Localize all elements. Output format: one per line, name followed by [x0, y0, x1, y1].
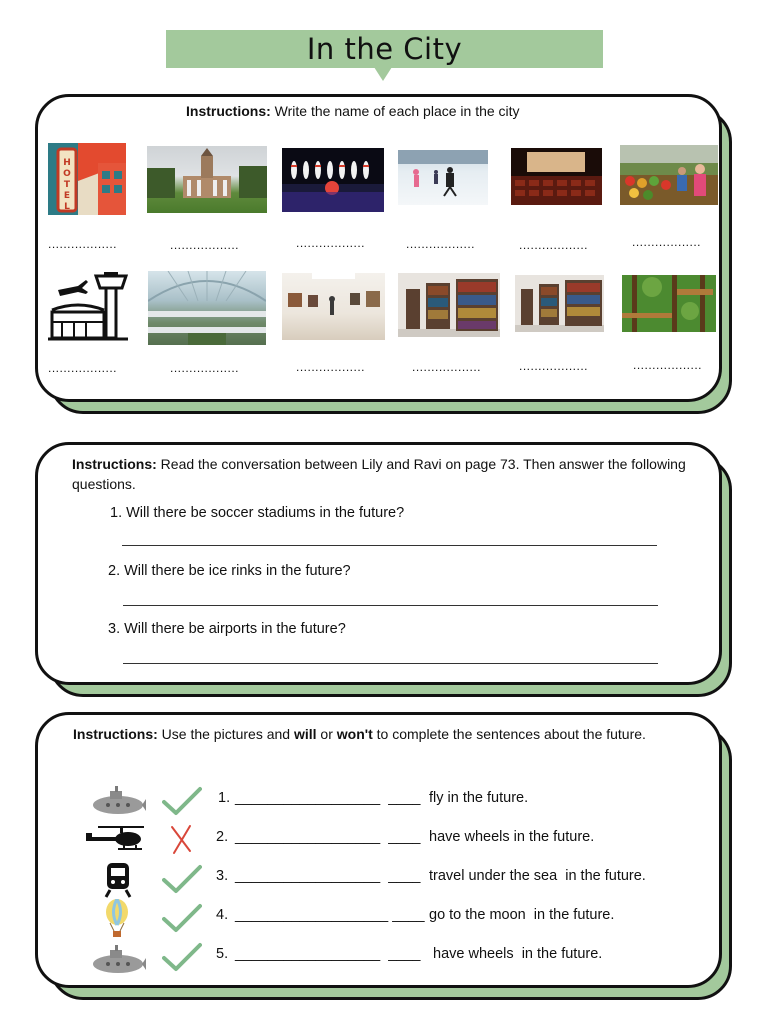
instructions-sentences [73, 724, 693, 744]
sentence-ending: have wheels in the future. [429, 829, 595, 845]
helicopter-icon [84, 821, 152, 855]
sentence-ending: go to the moon in the future. [429, 907, 615, 923]
sentence-row-2 [0, 819, 768, 859]
sentence-blanks[interactable]: __________________ ____ [235, 868, 421, 884]
keyword-wont: won't [336, 726, 373, 742]
instructions-text: to complete the sentences about the future. [372, 726, 646, 742]
answer-line-1[interactable] [122, 545, 657, 546]
bowling-alley-photo [282, 148, 384, 212]
instructions-text: Write the name of each place in the city [270, 103, 520, 119]
shopping-mall-photo [148, 271, 266, 345]
svg-text:H: H [63, 158, 71, 168]
sentence-ending: have wheels in the future. [429, 946, 603, 962]
ice-rink-photo [398, 150, 488, 205]
answer-line-2[interactable] [123, 605, 658, 606]
answer-dots: .................. [406, 237, 476, 251]
answer-dots: .................. [170, 238, 240, 252]
question-3: 3. Will there be airports in the future? [108, 621, 346, 637]
check-mark-icon [162, 864, 202, 894]
submarine-icon [90, 944, 146, 978]
library-photo [398, 273, 500, 337]
question-1: 1. Will there be soccer stadiums in the future? [110, 505, 405, 521]
instructions-label: Instructions: [186, 103, 271, 119]
answer-dots: .................. [519, 359, 589, 373]
sentence-row-5 [0, 936, 768, 976]
train-icon [104, 862, 132, 898]
sentence-number: 1. [218, 790, 231, 806]
sentence-ending: fly in the future. [429, 790, 529, 806]
sentence-blanks[interactable]: __________________ ____ [235, 946, 421, 962]
instructions-text: Use the pictures and [157, 726, 294, 742]
sentence-ending: travel under the sea in the future. [429, 868, 646, 884]
answer-dots: .................. [632, 235, 702, 249]
university-building-photo [147, 146, 267, 213]
cross-mark-icon [168, 823, 196, 855]
answer-dots: .................. [412, 360, 482, 374]
movie-theater-photo [511, 148, 602, 205]
card [35, 94, 722, 402]
title-pointer [374, 67, 392, 81]
answer-dots: .................. [519, 238, 589, 252]
keyword-will: will [293, 726, 317, 742]
section-places [35, 94, 722, 402]
sentence-blanks[interactable]: __________________ ____ [235, 790, 421, 806]
answer-dots: .................. [48, 361, 118, 375]
answer-dots: .................. [633, 358, 703, 372]
market-photo [620, 145, 718, 205]
sentence-row-3 [0, 858, 768, 898]
title-banner [166, 30, 603, 68]
hotel-sign-icon [48, 143, 126, 215]
answer-dots: .................. [48, 237, 118, 251]
instructions-label: Instructions: [72, 456, 157, 472]
instructions-text: or [316, 726, 337, 742]
library-photo-2 [515, 275, 604, 332]
svg-text:L: L [64, 202, 70, 212]
answer-dots: .................. [170, 361, 240, 375]
submarine-icon [90, 785, 146, 819]
sentence-blanks[interactable]: __________________ ____ [235, 829, 421, 845]
adventure-park-photo [622, 275, 716, 332]
svg-text:T: T [63, 180, 71, 190]
sentence-number: 3. [216, 868, 229, 884]
instructions-places [186, 101, 520, 121]
instructions-text: Read the conversation between Lily and Ravi on page 73. Then answer the following questions. [72, 456, 686, 492]
sentence-row-4 [0, 897, 768, 937]
answer-dots: .................. [296, 236, 366, 250]
airport-icon [48, 268, 128, 342]
sentence-number: 5. [216, 946, 229, 962]
hot-air-balloon-icon [104, 899, 130, 939]
instructions-questions [72, 454, 702, 494]
page-title: In the City [306, 32, 463, 66]
instructions-label: Instructions: [73, 726, 158, 742]
sentence-number: 2. [216, 829, 229, 845]
question-2: 2. Will there be ice rinks in the future? [108, 563, 351, 579]
check-mark-icon [162, 786, 202, 816]
answer-line-3[interactable] [123, 663, 658, 664]
svg-text:E: E [63, 191, 71, 201]
sentence-blanks[interactable]: ___________________ ____ [235, 907, 425, 923]
sentence-row-1 [0, 780, 768, 820]
answer-dots: .................. [296, 360, 366, 374]
check-mark-icon [162, 942, 202, 972]
svg-text:O: O [63, 169, 71, 179]
sentence-number: 4. [216, 907, 229, 923]
check-mark-icon [162, 903, 202, 933]
art-gallery-photo [282, 273, 385, 340]
